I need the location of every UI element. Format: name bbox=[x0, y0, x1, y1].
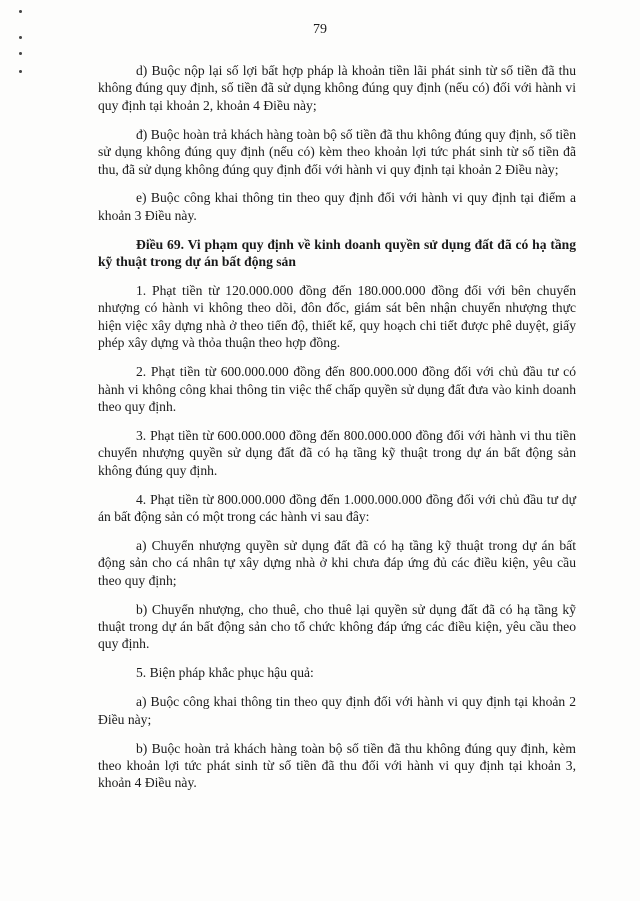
clause-4: 4. Phạt tiền từ 800.000.000 đồng đến 1.000.000.000 đồng đối với chủ đầu tư dự án bất động sản có một trong các hành vi sau đây: bbox=[98, 491, 576, 525]
scan-mark bbox=[19, 70, 22, 73]
clause-2: 2. Phạt tiền từ 600.000.000 đồng đến 800.000.000 đồng đối với chủ đầu tư có hành vi không công khai thông tin việc thế chấp quyền sử dụng đất đưa vào kinh doanh theo quy định. bbox=[98, 364, 576, 414]
paragraph-dd: đ) Buộc hoàn trả khách hàng toàn bộ số tiền đã thu không đúng quy định, số tiền sử dụng không đúng quy định (nếu có) kèm theo khoản lợi tức phát sinh từ số tiền đã thu, đã sử dụng không đúng quy định đối với hành vi quy định tại khoản 2 Điều này; bbox=[98, 126, 576, 177]
paragraph-e: e) Buộc công khai thông tin theo quy định đối với hành vi quy định tại điểm a khoản 3 Điều này. bbox=[98, 190, 576, 223]
page-number: 79 bbox=[313, 22, 327, 37]
scan-mark bbox=[19, 52, 22, 55]
article-69-heading: Điều 69. Vi phạm quy định về kinh doanh quyền sử dụng đất đã có hạ tầng kỹ thuật trong dự án bất động sản bbox=[98, 236, 576, 270]
clause-5-point-b: b) Buộc hoàn trả khách hàng toàn bộ số tiền đã thu không đúng quy định, kèm theo khoản lợi tức phát sinh từ số tiền đã thu đối với hành vi quy định tại khoản 3, khoản 4 Điều này. bbox=[98, 740, 576, 791]
clause-4-point-b: b) Chuyển nhượng, cho thuê, cho thuê lại quyền sử dụng đất đã có hạ tầng kỹ thuật trong dự án bất động sản cho tổ chức không đáp ứng các điều kiện, yêu cầu theo quy định. bbox=[98, 601, 576, 652]
scan-mark bbox=[19, 10, 22, 13]
clause-1: 1. Phạt tiền từ 120.000.000 đồng đến 180.000.000 đồng đối với bên chuyển nhượng có hành vi không theo dõi, đôn đốc, giám sát bên nhận chuyển nhượng thực hiện việc xây dựng nhà ở theo tiến độ, thiết kế, quy hoạch chi tiết được phê duyệt, giấy phép xây dựng và thỏa thuận theo hợp đồng. bbox=[98, 283, 576, 351]
clause-5: 5. Biện pháp khắc phục hậu quả: bbox=[136, 665, 314, 681]
clause-4-point-a: a) Chuyển nhượng quyền sử dụng đất đã có hạ tầng kỹ thuật trong dự án bất động sản cho cá nhân tự xây dựng nhà ở khi chưa đáp ứng đủ các điều kiện, yêu cầu theo quy định; bbox=[98, 537, 576, 588]
clause-5-point-a: a) Buộc công khai thông tin theo quy định đối với hành vi quy định tại khoản 2 Điều này; bbox=[98, 694, 576, 727]
document-body bbox=[98, 62, 576, 803]
clause-3: 3. Phạt tiền từ 600.000.000 đồng đến 800.000.000 đồng đối với hành vi thu tiền chuyển nhượng quyền sử dụng đất đã có hạ tầng kỹ thuật trong dự án bất động sản không đúng quy định. bbox=[98, 427, 576, 478]
paragraph-d: d) Buộc nộp lại số lợi bất hợp pháp là khoản tiền lãi phát sinh từ số tiền đã thu không đúng quy định, số tiền đã sử dụng không đúng quy định (nếu có) đối với hành vi quy định tại khoản 2, khoản 4 Điều này; bbox=[98, 63, 576, 113]
